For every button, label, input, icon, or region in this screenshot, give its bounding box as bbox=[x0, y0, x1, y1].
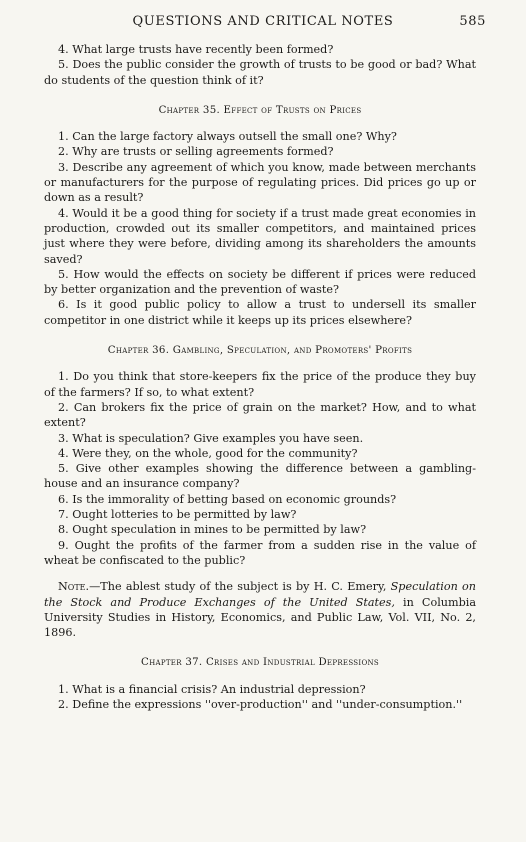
question-item: 5. How would the effects on society be different if prices were reduced by better organization and the prevention of waste? bbox=[44, 267, 476, 297]
note-text-end: in Columbia University Studies in History, Economics, and Public Law, Vol. VII, No. 2, 1896. bbox=[44, 595, 476, 640]
question-item: 1. What is a financial crisis? An industrial depression? bbox=[58, 682, 366, 696]
question-item: 9. Ought the profits of the farmer from a sudden rise in the value of wheat be confiscated to the public? bbox=[44, 538, 476, 567]
question-item: 1. Can the large factory always outsell the small one? Why? bbox=[58, 130, 397, 144]
running-header bbox=[0, 14, 526, 34]
page-body bbox=[44, 42, 476, 712]
question-item: 2. Define the expressions ''over-production'' and ''under-consumption.'' bbox=[58, 697, 463, 711]
question-item: 8. Ought speculation in mines to be permitted by law? bbox=[58, 523, 367, 537]
question-item: 6. Is it good public policy to allow a trust to undersell its smaller competitor in one district while it keeps up its prices elsewhere? bbox=[44, 298, 476, 327]
question-item: 1. Do you think that store-keepers fix the price of the produce they buy of the farmers? If so, to what extent? bbox=[44, 370, 476, 399]
question-item: 6. Is the immorality of betting based on economic grounds? bbox=[58, 492, 397, 506]
chapter-heading bbox=[44, 343, 476, 358]
question-item: 2. Can brokers fix the price of grain on the market? How, and to what extent? bbox=[44, 400, 476, 430]
note-lead: Note. bbox=[58, 580, 90, 594]
question-item: 5. Does the public consider the growth of trusts to be good or bad? What do students of the question think of it? bbox=[44, 58, 476, 87]
page-number: 585 bbox=[459, 14, 486, 29]
question-item: 4. Would it be a good thing for society if a trust made great economies in production, crowded out its smaller competitors, and maintained prices just where they were before, dividing among its shareholders the amounts saved? bbox=[44, 206, 476, 266]
note-book-title: Speculation on the Stock and Produce Exchanges of the United States, bbox=[44, 580, 476, 609]
question-item: 5. Give other examples showing the difference between a gambling-house and an insurance company? bbox=[44, 462, 476, 491]
note-text: —The ablest study of the subject is by H. C. Emery, bbox=[89, 580, 391, 594]
chapter-heading-text: Chapter 36. Gambling, Speculation, and Promoters' Profits bbox=[107, 345, 413, 357]
chapter-heading-text: Chapter 37. Crises and Industrial Depressions bbox=[140, 657, 380, 669]
chapter-heading-text: Chapter 35. Effect of Trusts on Prices bbox=[158, 104, 362, 116]
bibliographic-note bbox=[44, 579, 476, 640]
chapter-heading bbox=[44, 103, 476, 118]
question-item: 7. Ought lotteries to be permitted by law? bbox=[58, 508, 297, 522]
question-item: 3. What is speculation? Give examples you have seen. bbox=[58, 431, 364, 445]
question-item: 2. Why are trusts or selling agreements formed? bbox=[58, 145, 334, 159]
question-item: 4. What large trusts have recently been formed? bbox=[58, 43, 334, 56]
question-item: 3. Describe any agreement of which you know, made between merchants or manufacturers for the purpose of regulating prices. Did prices go up or down as a result? bbox=[44, 160, 476, 205]
question-item: 4. Were they, on the whole, good for the community? bbox=[58, 446, 358, 460]
chapter-heading bbox=[44, 655, 476, 670]
running-head-title: QUESTIONS AND CRITICAL NOTES bbox=[132, 14, 394, 29]
